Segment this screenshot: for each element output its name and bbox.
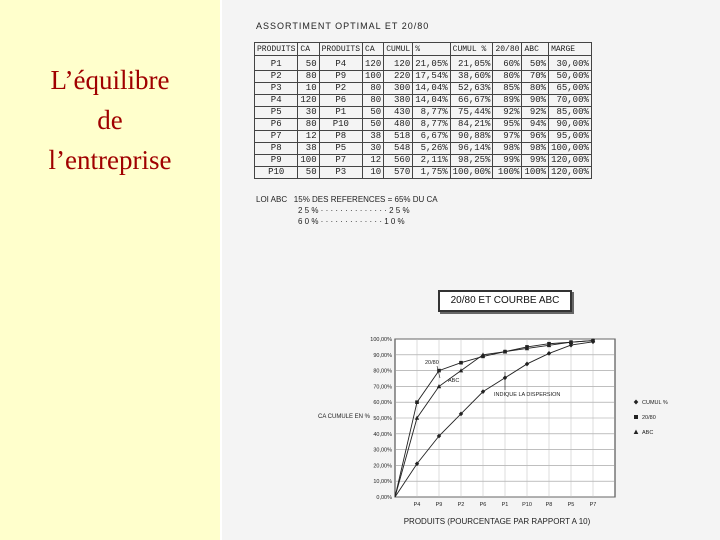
table-cell: 548 <box>384 143 413 155</box>
table-cell: 6,67% <box>413 131 450 143</box>
table-cell: 560 <box>384 155 413 167</box>
y-axis-label: CA CUMULE EN % <box>317 414 370 420</box>
y-tick-label: 90,00% <box>373 352 392 359</box>
y-tick-label: 10,00% <box>373 479 392 486</box>
table-cell: 300 <box>384 83 413 95</box>
table-cell: P9 <box>319 71 362 83</box>
y-tick-label: 60,00% <box>373 400 392 407</box>
table-cell: 5,26% <box>413 143 450 155</box>
legend-marker <box>634 400 639 405</box>
table-cell: P3 <box>319 167 362 179</box>
table-cell: 99% <box>522 155 549 167</box>
table-cell: 80% <box>522 83 549 95</box>
table-header-cell: MARGE <box>549 43 592 56</box>
table-cell: 70% <box>522 71 549 83</box>
chart-title: 20/80 ET COURBE ABC <box>438 290 572 312</box>
y-tick-label: 30,00% <box>373 447 392 454</box>
abc-law-line-2: 2 5 % · · · · · · · · · · · · · · 2 5 % <box>298 206 410 215</box>
table-cell: P9 <box>255 155 298 167</box>
table-cell: 50,00% <box>549 71 592 83</box>
table-cell: 30,00% <box>549 56 592 71</box>
table-cell: 50 <box>363 107 384 119</box>
table-cell: 100 <box>298 155 319 167</box>
table-cell: P10 <box>255 167 298 179</box>
table-cell: 89% <box>493 95 522 107</box>
table-cell: 97% <box>493 131 522 143</box>
x-tick-label: P9 <box>435 502 443 508</box>
annotation-dispersion: INDIQUE LA DISPERSION <box>494 392 561 398</box>
legend-label: CUMUL % <box>642 400 668 406</box>
table-cell: 94% <box>522 119 549 131</box>
table-cell: 90,00% <box>549 119 592 131</box>
table-cell: 100% <box>522 167 549 179</box>
title-line-1: L’équilibre <box>50 65 170 95</box>
title-line-2: de <box>97 105 123 135</box>
table-cell: 38 <box>298 143 319 155</box>
table-cell: 220 <box>384 71 413 83</box>
x-axis-label: PRODUITS (POURCENTAGE PAR RAPPORT A 10) <box>403 517 591 526</box>
abc-law-text: 15% DES REFERENCES = 65% DU CA <box>293 195 438 204</box>
table-cell: 95% <box>493 119 522 131</box>
y-tick-label: 80,00% <box>373 368 392 375</box>
table-header-cell: ABC <box>522 43 549 56</box>
point-20-80 <box>415 400 419 404</box>
y-tick-label: 40,00% <box>373 431 392 438</box>
legend-label: ABC <box>642 430 654 436</box>
table-cell: P1 <box>319 107 362 119</box>
table-cell: 120 <box>384 56 413 71</box>
table-cell: P2 <box>255 71 298 83</box>
y-tick-label: 0,00% <box>376 495 392 501</box>
table-cell: 80 <box>298 119 319 131</box>
table-cell: 480 <box>384 119 413 131</box>
table-cell: P6 <box>319 95 362 107</box>
x-tick-label: P4 <box>413 502 421 508</box>
x-tick-label: P8 <box>545 502 553 508</box>
table-cell: 100,00% <box>450 167 493 179</box>
table-cell: 21,05% <box>413 56 450 71</box>
table-cell: 120,00% <box>549 167 592 179</box>
table-cell: 38 <box>363 131 384 143</box>
table-cell: 38,60% <box>450 71 493 83</box>
x-tick-label: P2 <box>457 502 465 508</box>
x-tick-label: P7 <box>589 502 597 508</box>
y-tick-label: 20,00% <box>373 463 392 470</box>
table-cell: 75,44% <box>450 107 493 119</box>
table-header-cell: PRODUITS <box>319 43 362 56</box>
table-cell: 21,05% <box>450 56 493 71</box>
table-cell: 80 <box>363 95 384 107</box>
table-cell: 50 <box>298 167 319 179</box>
table-cell: P7 <box>255 131 298 143</box>
table-cell: 52,63% <box>450 83 493 95</box>
x-tick-label: P5 <box>567 502 575 508</box>
table-cell: 66,67% <box>450 95 493 107</box>
table-header-cell: CA <box>298 43 319 56</box>
table-cell: 96% <box>522 131 549 143</box>
table-cell: 10 <box>363 167 384 179</box>
table-cell: 65,00% <box>549 83 592 95</box>
table-cell: 570 <box>384 167 413 179</box>
document-title: ASSORTIMENT OPTIMAL ET 20/80 <box>256 21 430 31</box>
table-cell: 92% <box>522 107 549 119</box>
table-cell: P1 <box>255 56 298 71</box>
table-cell: 70,00% <box>549 95 592 107</box>
table-cell: P7 <box>319 155 362 167</box>
table-cell: 98% <box>493 143 522 155</box>
table-cell: 14,04% <box>413 95 450 107</box>
table-cell: 1,75% <box>413 167 450 179</box>
table-header-cell: CUMUL % <box>450 43 493 56</box>
table-cell: 100% <box>493 167 522 179</box>
table-cell: 100 <box>363 71 384 83</box>
x-tick-label: P1 <box>501 502 509 508</box>
table-cell: 8,77% <box>413 119 450 131</box>
table-cell: 2,11% <box>413 155 450 167</box>
legend-marker <box>634 430 639 435</box>
table-cell: P3 <box>255 83 298 95</box>
table-cell: P4 <box>255 95 298 107</box>
table-cell: 90,88% <box>450 131 493 143</box>
table-cell: 60% <box>493 56 522 71</box>
x-tick-label: P10 <box>522 502 532 508</box>
table-cell: 99% <box>493 155 522 167</box>
table-cell: 84,21% <box>450 119 493 131</box>
table-cell: 80% <box>493 71 522 83</box>
table-cell: 30 <box>363 143 384 155</box>
table-cell: 50 <box>363 119 384 131</box>
table-cell: 96,14% <box>450 143 493 155</box>
x-tick-label: P6 <box>479 502 487 508</box>
table-header-cell: PRODUITS <box>255 43 298 56</box>
table-cell: 10 <box>298 83 319 95</box>
table-cell: 50 <box>298 56 319 71</box>
table-cell: 92% <box>493 107 522 119</box>
table-cell: 100,00% <box>549 143 592 155</box>
legend-label: 20/80 <box>642 415 656 421</box>
table-header-cell: CA <box>363 43 384 56</box>
table-cell: 12 <box>363 155 384 167</box>
table-cell: 17,54% <box>413 71 450 83</box>
point-20-80 <box>459 361 463 365</box>
table-cell: 98,25% <box>450 155 493 167</box>
legend-marker <box>634 415 638 419</box>
table-cell: 85% <box>493 83 522 95</box>
y-tick-label: 100,00% <box>370 337 392 343</box>
table-cell: P8 <box>319 131 362 143</box>
table-header-cell: CUMUL <box>384 43 413 56</box>
table-cell: P4 <box>319 56 362 71</box>
table-cell: P10 <box>319 119 362 131</box>
table-cell: 14,04% <box>413 83 450 95</box>
table-cell: 80 <box>363 83 384 95</box>
table-cell: 518 <box>384 131 413 143</box>
table-cell: 50% <box>522 56 549 71</box>
table-cell: P5 <box>319 143 362 155</box>
table-cell: 30 <box>298 107 319 119</box>
table-cell: 95,00% <box>549 131 592 143</box>
table-cell: 380 <box>384 95 413 107</box>
table-cell: 90% <box>522 95 549 107</box>
annotation-20-80: 20/80 <box>425 360 439 366</box>
annotation-abc: ABC <box>448 378 460 384</box>
table-cell: 98% <box>522 143 549 155</box>
table-cell: 120,00% <box>549 155 592 167</box>
table-cell: P2 <box>319 83 362 95</box>
table-cell: 8,77% <box>413 107 450 119</box>
table-cell: P6 <box>255 119 298 131</box>
abc-law-label: LOI ABC <box>256 195 288 204</box>
abc-law-line-3: 6 0 % · · · · · · · · · · · · · 1 0 % <box>298 217 405 226</box>
table-cell: 85,00% <box>549 107 592 119</box>
table-header-cell: % <box>413 43 450 56</box>
table-cell: P5 <box>255 107 298 119</box>
table-cell: 120 <box>298 95 319 107</box>
title-line-3: l’entreprise <box>48 145 172 175</box>
table-cell: P8 <box>255 143 298 155</box>
y-tick-label: 70,00% <box>373 384 392 391</box>
table-cell: 120 <box>363 56 384 71</box>
table-cell: 80 <box>298 71 319 83</box>
y-tick-label: 50,00% <box>373 416 392 422</box>
table-cell: 430 <box>384 107 413 119</box>
table-cell: 12 <box>298 131 319 143</box>
table-header-cell: 20/80 <box>493 43 522 56</box>
